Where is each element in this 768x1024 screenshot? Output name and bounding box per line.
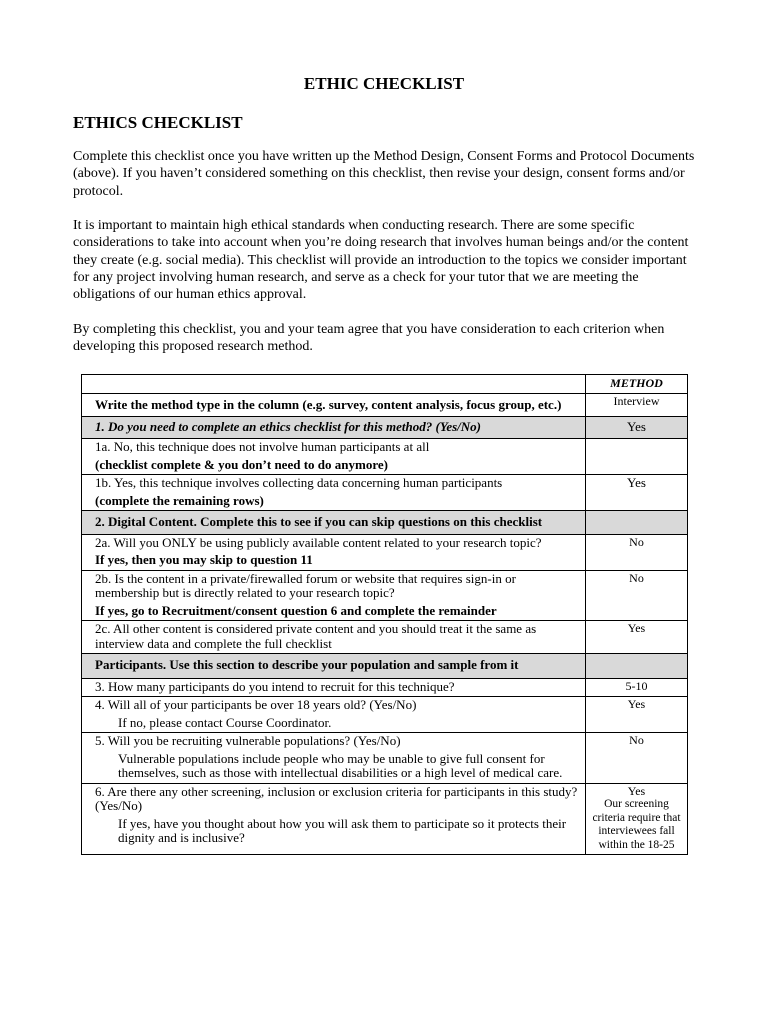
question-2a-value[interactable]: No: [586, 534, 688, 570]
question-2c-value[interactable]: Yes: [586, 621, 688, 654]
question-6-cell: [82, 783, 586, 855]
question-1b-value[interactable]: Yes: [586, 475, 688, 511]
question-2b-note: If yes, go to Recruitment/consent question 6 and complete the remainder: [95, 602, 497, 618]
question-1b-cell: [82, 475, 586, 511]
table-row: [82, 783, 688, 855]
question-5-cell: [82, 733, 586, 784]
question-1-value[interactable]: Yes: [586, 416, 688, 439]
page-title: ETHIC CHECKLIST: [303, 74, 465, 93]
question-4-text: 4. Will all of your participants be over 18 years old? (Yes/No): [95, 697, 417, 712]
question-2a-note: If yes, then you may skip to question 11: [95, 552, 313, 567]
table-row: [82, 570, 688, 621]
table-row: [82, 534, 688, 570]
table-header-row: [82, 375, 688, 394]
digital-content-value-cell: [586, 511, 688, 535]
question-1b-note: (complete the remaining rows): [95, 492, 264, 508]
method-type-label: Write the method type in the column (e.g. survey, content analysis, focus group, etc.): [82, 393, 586, 416]
question-2c-text: 2c. All other content is considered private content and you should treat it the same as interview data and complete the full checklist: [95, 621, 537, 651]
question-1a-text: 1a. No, this technique does not involve human participants at all: [95, 439, 430, 454]
question-1a-cell: [82, 439, 586, 475]
ethics-paragraph: It is important to maintain high ethical standards when conducting research. There are some specific considerations to take into account when you’re doing research that involves human beings and/or the content they create (e.g. social media). This checklist will provide an introduction to the topics we consider important for any project involving human research, and serve as a check for your tutor that we are meeting the obligations of our human ethics approval.: [73, 218, 689, 303]
question-5-note: Vulnerable populations include people who may be unable to give full consent for themselves, such as those with intellectual disabilities or a high level of medical care.: [118, 750, 563, 780]
question-2b-cell: [82, 570, 586, 621]
question-3-value[interactable]: 5-10: [586, 678, 688, 697]
header-blank-cell: [82, 375, 586, 394]
question-4-cell: [82, 697, 586, 733]
table-row: [82, 678, 688, 697]
table-row: [82, 621, 688, 654]
table-row: [82, 697, 688, 733]
intro-paragraph: Complete this checklist once you have written up the Method Design, Consent Forms and Protocol Documents (above). If you haven’t considered something on this checklist, then revise your design, consent forms and/or protocol.: [73, 149, 695, 199]
question-2b-value[interactable]: No: [586, 570, 688, 621]
question-6-note: If yes, have you thought about how you will ask them to participate so it protects their dignity and is inclusive?: [118, 815, 567, 845]
question-2a-text: 2a. Will you ONLY be using publicly available content related to your research topic?: [95, 534, 542, 550]
table-row: [82, 654, 688, 679]
question-4-note: If no, please contact Course Coordinator.: [118, 714, 332, 730]
agreement-paragraph: By completing this checklist, you and your team agree that you have consideration to each criterion when developing this proposed research method.: [73, 322, 665, 355]
question-1a-note: (checklist complete & you don’t need to do anymore): [95, 456, 388, 472]
question-2c-cell: [82, 621, 586, 654]
question-4-value[interactable]: Yes: [586, 697, 688, 733]
question-2b-text: 2b. Is the content in a private/firewalled forum or website that requires sign-in or membership but is directly related to your research topic?: [95, 570, 516, 600]
method-column-header: [586, 375, 688, 394]
digital-content-heading: 2. Digital Content. Complete this to see if you can skip questions on this checklist: [82, 511, 586, 535]
participants-value-cell: [586, 654, 688, 679]
question-1-label: 1. Do you need to complete an ethics checklist for this method? (Yes/No): [82, 416, 586, 439]
question-1b-text: 1b. Yes, this technique involves collecting data concerning human participants: [95, 475, 503, 490]
table-row: [82, 393, 688, 416]
method-header-label: METHOD: [610, 376, 663, 390]
question-1a-value[interactable]: [586, 439, 688, 475]
question-5-text: 5. Will you be recruiting vulnerable populations? (Yes/No): [95, 733, 401, 748]
question-6-value-cell[interactable]: [586, 783, 688, 855]
section-heading: ETHICS CHECKLIST: [73, 113, 243, 132]
table-row: [82, 475, 688, 511]
table-row: [82, 416, 688, 439]
table-row: [82, 511, 688, 535]
question-3-text: 3. How many participants do you intend to recruit for this technique?: [82, 678, 586, 697]
question-6-text: 6. Are there any other screening, inclusion or exclusion criteria for participants in this study? (Yes/No): [95, 783, 578, 813]
question-2a-cell: [82, 534, 586, 570]
method-type-value[interactable]: Interview: [586, 393, 688, 416]
table-row: [82, 733, 688, 784]
question-6-value-detail: Our screening criteria require that interviewees fall within the 18-25: [592, 798, 681, 851]
question-5-value[interactable]: No: [586, 733, 688, 784]
ethics-checklist-table: [81, 374, 688, 855]
participants-heading: Participants. Use this section to describe your population and sample from it: [82, 654, 586, 679]
table-row: [82, 439, 688, 475]
question-6-value: Yes: [627, 783, 646, 798]
